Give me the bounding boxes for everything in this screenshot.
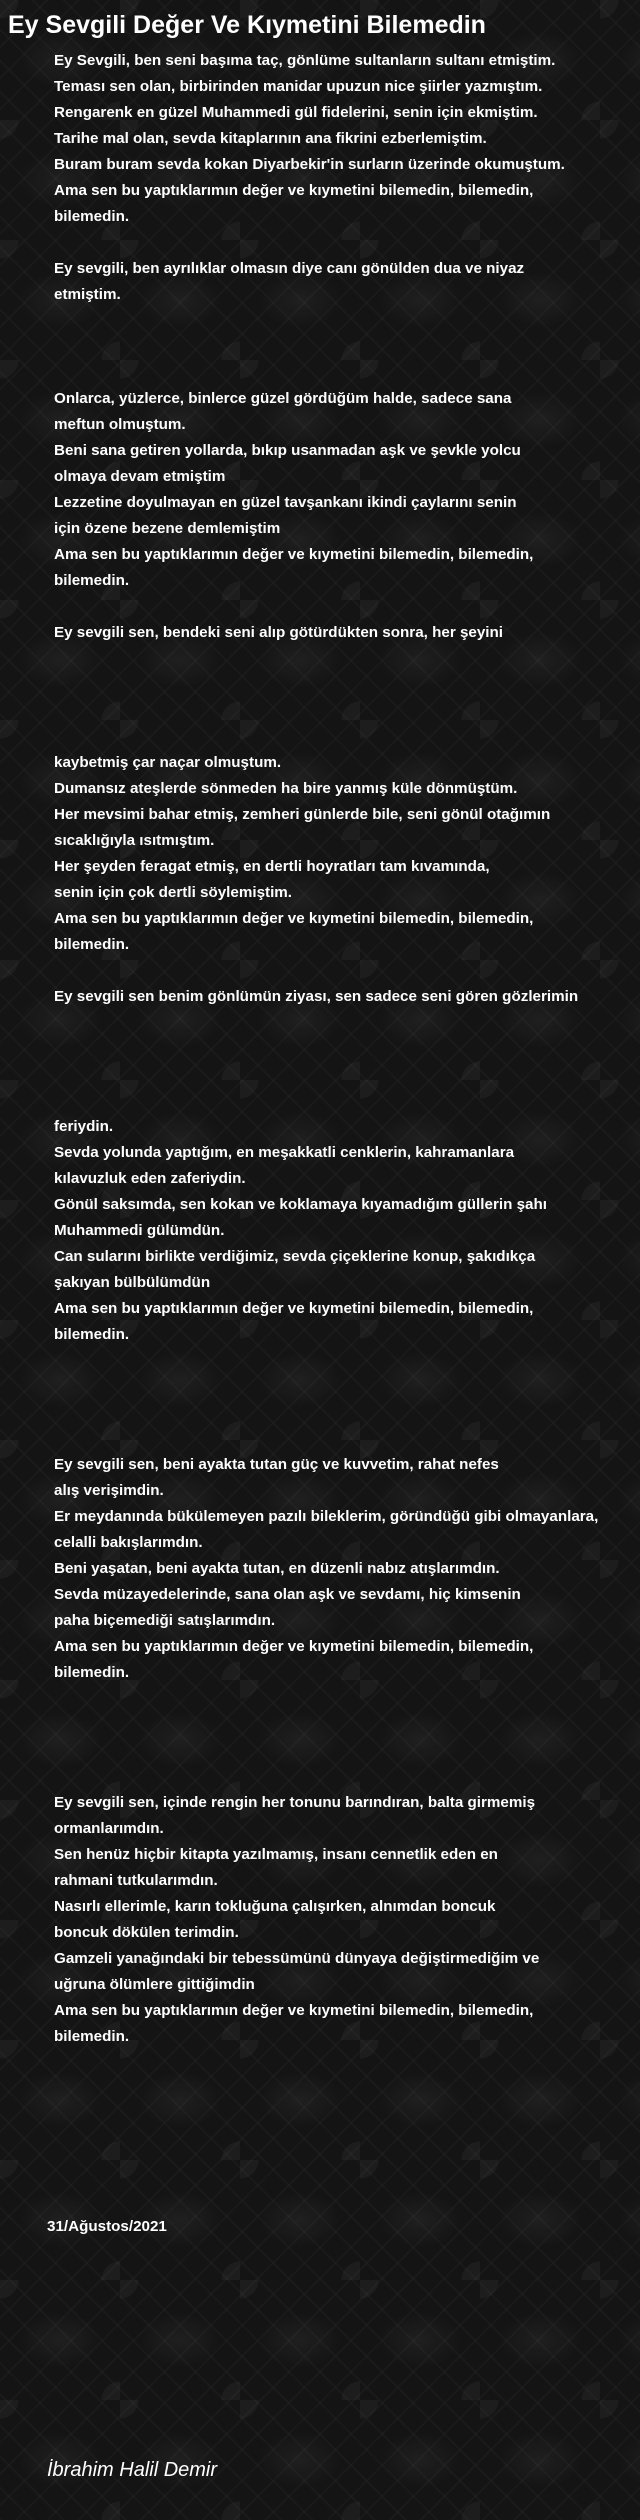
- poem-line: celalli bakışlarımdın.: [54, 1534, 203, 1551]
- poem-line: Ey sevgili, ben ayrılıklar olmasın diye canı gönülden dua ve niyaz: [54, 260, 525, 277]
- poem-line: meftun olmuştum.: [54, 416, 186, 433]
- stanza-gap: [8, 672, 638, 698]
- stanza-gap: [8, 646, 638, 672]
- poem-line: Er meydanında bükülemeyen pazılı bileklerim, göründüğü gibi olmayanlara,: [54, 1508, 599, 1525]
- stanza: [8, 1114, 638, 1348]
- poem-line: Lezzetine doyulmayan en güzel tavşankanı ikindi çaylarını senin: [54, 494, 517, 511]
- stanza-gap: [8, 1088, 638, 1114]
- poem-body: [8, 48, 638, 2050]
- poem-line: Ey sevgili sen, içinde rengin her tonunu barındıran, balta girmemiş: [54, 1794, 536, 1811]
- poem-line: paha biçemediği satışlarımdın.: [54, 1612, 276, 1629]
- poem-line: Sevda müzayedelerinde, sana olan aşk ve sevdamı, hiç kimsenin: [54, 1586, 521, 1603]
- poem-line: şakıyan bülbülümdün: [54, 1274, 211, 1291]
- stanza-gap: [8, 958, 638, 984]
- poem-line: Gamzeli yanağındaki bir tebessümünü dünyaya değiştirmediğim ve: [54, 1950, 540, 1967]
- poem-line: boncuk dökülen terimdin.: [54, 1924, 239, 1941]
- poem-line: olmaya devam etmiştim: [54, 468, 226, 485]
- stanza: [8, 256, 638, 308]
- stanza: [8, 386, 638, 594]
- poem-line: kılavuzluk eden zaferiydin.: [54, 1170, 246, 1187]
- poem-line: Her mevsimi bahar etmiş, zemheri günlerde bile, seni gönül otağımın: [54, 806, 551, 823]
- poem-line: Rengarenk en güzel Muhammedi gül fidelerini, senin için ekmiştim.: [54, 104, 538, 121]
- poem-line: bilemedin.: [54, 2028, 130, 2045]
- poem-date: 31/Ağustos/2021: [47, 2218, 167, 2235]
- stanza-gap: [8, 334, 638, 360]
- poem-line: Ama sen bu yaptıklarımın değer ve kıymetini bilemedin, bilemedin,: [54, 182, 534, 199]
- poem-line: Beni yaşatan, beni ayakta tutan, en düzenli nabız atışlarımdın.: [54, 1560, 500, 1577]
- stanza-gap: [8, 230, 638, 256]
- stanza-gap: [8, 1686, 638, 1712]
- poem-line: bilemedin.: [54, 208, 130, 225]
- stanza-gap: [8, 1738, 638, 1764]
- poem-line: Nasırlı ellerimle, karın tokluğuna çalışırken, alnımdan boncuk: [54, 1898, 496, 1915]
- poem-author: İbrahim Halil Demir: [47, 2459, 218, 2481]
- poem-line: feriydin.: [54, 1118, 114, 1135]
- poem-line: Onlarca, yüzlerce, binlerce güzel gördüğüm halde, sadece sana: [54, 390, 512, 407]
- poem-line: rahmani tutkularımdın.: [54, 1872, 218, 1889]
- stanza-gap: [8, 1036, 638, 1062]
- stanza: [8, 1452, 638, 1686]
- poem-line: Sevda yolunda yaptığım, en meşakkatli cenklerin, kahramanlara: [54, 1144, 515, 1161]
- poem-line: bilemedin.: [54, 1664, 130, 1681]
- poem-line: için özene bezene demlemiştim: [54, 520, 281, 537]
- stanza-gap: [8, 594, 638, 620]
- stanza: [8, 620, 638, 646]
- stanza-gap: [8, 1764, 638, 1790]
- stanza-gap: [8, 1374, 638, 1400]
- poem-line: Beni sana getiren yollarda, bıkıp usanmadan aşk ve şevkle yolcu: [54, 442, 521, 459]
- poem-line: Sen henüz hiçbir kitapta yazılmamış, insanı cennetlik eden en: [54, 1846, 498, 1863]
- poem-line: alış verişimdin.: [54, 1482, 164, 1499]
- poem-line: uğruna ölümlere gittiğimdin: [54, 1976, 255, 1993]
- poem-line: kaybetmiş çar naçar olmuştum.: [54, 754, 282, 771]
- poem-line: sıcaklığıyla ısıtmıştım.: [54, 832, 215, 849]
- poem-line: bilemedin.: [54, 572, 130, 589]
- poem-line: senin için çok dertli söylemiştim.: [54, 884, 293, 901]
- poem-line: Ey sevgili sen benim gönlümün ziyası, sen sadece seni gören gözlerimin: [54, 988, 579, 1005]
- poem-line: etmiştim.: [54, 286, 121, 303]
- poem-title: Ey Sevgili Değer Ve Kıymetini Bilemedin: [8, 11, 486, 39]
- stanza-gap: [8, 1712, 638, 1738]
- stanza-gap: [8, 360, 638, 386]
- stanza: [8, 750, 638, 958]
- stanza: [8, 984, 638, 1010]
- poem-line: Ama sen bu yaptıklarımın değer ve kıymetini bilemedin, bilemedin,: [54, 2002, 534, 2019]
- poem-line: Ama sen bu yaptıklarımın değer ve kıymetini bilemedin, bilemedin,: [54, 910, 534, 927]
- stanza-gap: [8, 1400, 638, 1426]
- stanza-gap: [8, 698, 638, 724]
- poem-line: Ey Sevgili, ben seni başıma taç, gönlüme sultanların sultanı etmiştim.: [54, 52, 556, 69]
- poem-line: Dumansız ateşlerde sönmeden ha bire yanmış küle dönmüştüm.: [54, 780, 518, 797]
- poem-line: Teması sen olan, birbirinden manidar upuzun nice şiirler yazmıştım.: [54, 78, 543, 95]
- poem-line: Muhammedi gülümdün.: [54, 1222, 225, 1239]
- poem-line: Ey sevgili sen, beni ayakta tutan güç ve kuvvetim, rahat nefes: [54, 1456, 499, 1473]
- stanza-gap: [8, 1062, 638, 1088]
- stanza-gap: [8, 1348, 638, 1374]
- stanza-gap: [8, 1426, 638, 1452]
- poem-line: Her şeyden feragat etmiş, en dertli hoyratları tam kıvamında,: [54, 858, 490, 875]
- poem-line: Gönül saksımda, sen kokan ve koklamaya kıyamadığım güllerin şahı: [54, 1196, 547, 1213]
- poem-line: Buram buram sevda kokan Diyarbekir'in surların üzerinde okumuştum.: [54, 156, 565, 173]
- poem-line: Ama sen bu yaptıklarımın değer ve kıymetini bilemedin, bilemedin,: [54, 1638, 534, 1655]
- poem-line: Can sularını birlikte verdiğimiz, sevda çiçeklerine konup, şakıdıkça: [54, 1248, 536, 1265]
- poem-line: Tarihe mal olan, sevda kitaplarının ana fikrini ezberlemiştim.: [54, 130, 487, 147]
- poem-line: Ey sevgili sen, bendeki seni alıp götürdükten sonra, her şeyini: [54, 624, 504, 641]
- poem-line: ormanlarımdın.: [54, 1820, 164, 1837]
- stanza: [8, 48, 638, 230]
- poem-line: Ama sen bu yaptıklarımın değer ve kıymetini bilemedin, bilemedin,: [54, 546, 534, 563]
- stanza-gap: [8, 1010, 638, 1036]
- stanza-gap: [8, 724, 638, 750]
- stanza: [8, 1790, 638, 2050]
- poem-line: Ama sen bu yaptıklarımın değer ve kıymetini bilemedin, bilemedin,: [54, 1300, 534, 1317]
- poem-line: bilemedin.: [54, 936, 130, 953]
- poem-line: bilemedin.: [54, 1326, 130, 1343]
- stanza-gap: [8, 308, 638, 334]
